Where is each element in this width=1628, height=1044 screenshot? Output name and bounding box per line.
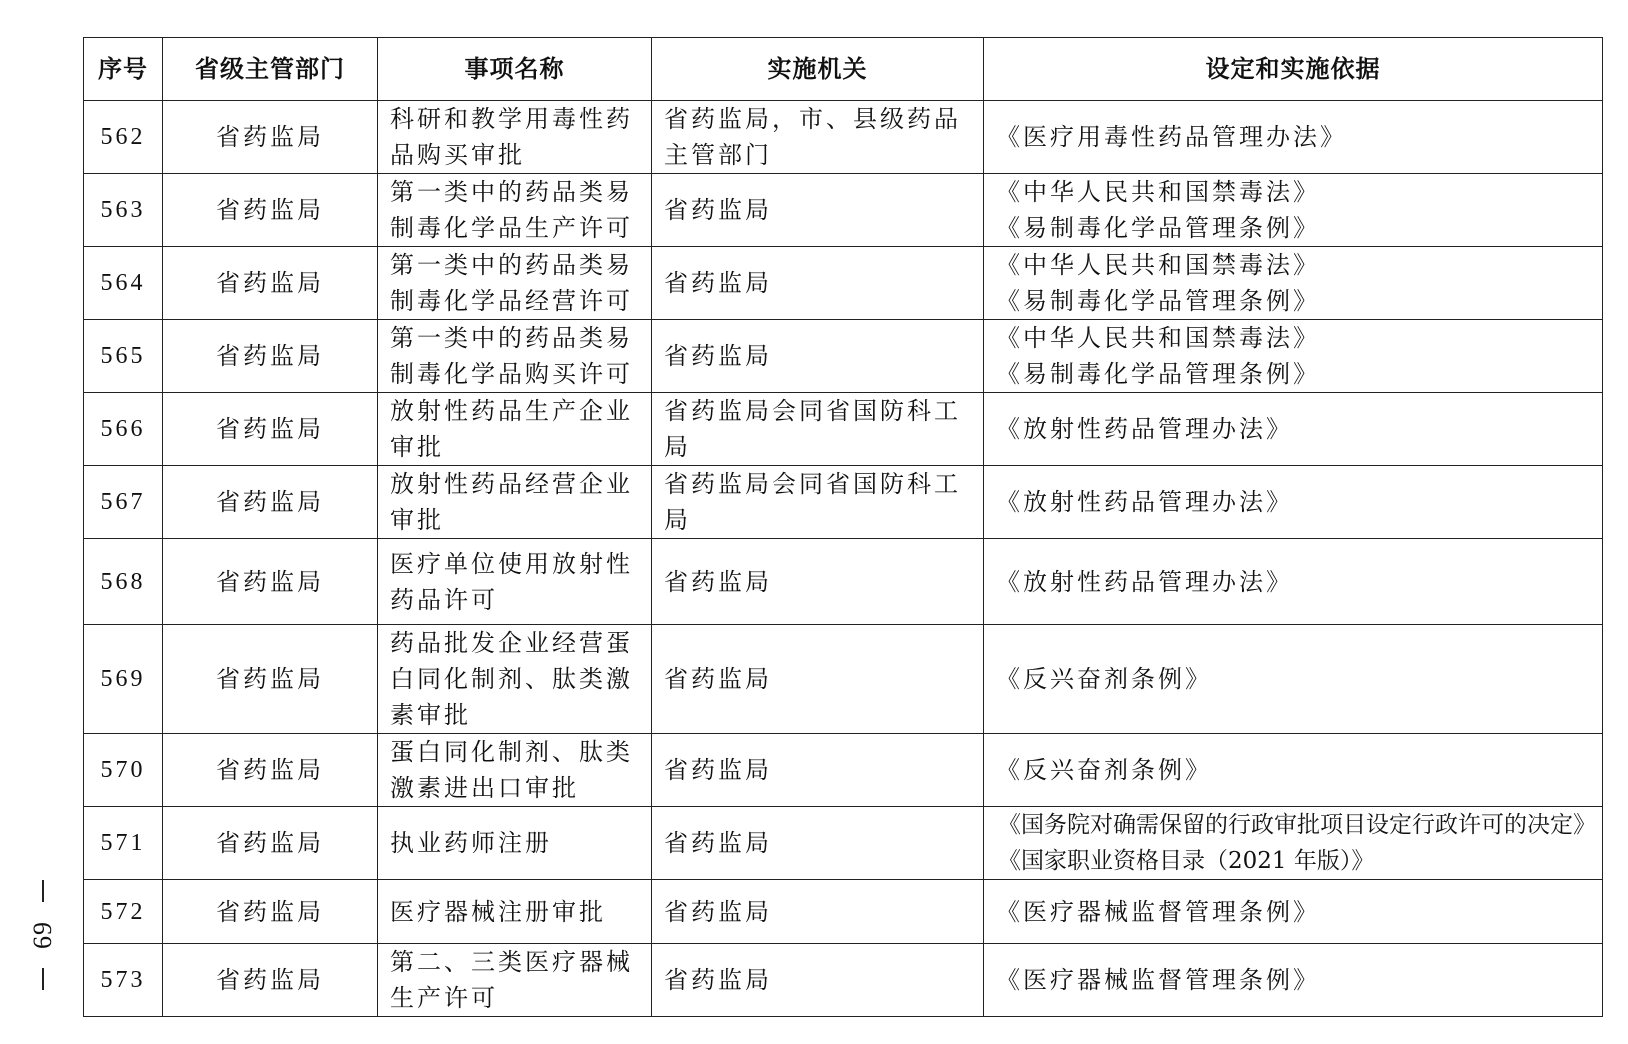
table-row (84, 944, 1603, 1017)
basis-line: 《放射性药品管理办法》 (996, 567, 1293, 596)
basis-line: 《易制毒化学品管理条例》 (996, 214, 1320, 242)
serial-no-cell: 568 (84, 539, 163, 625)
basis-line: 《国家职业资格目录（2021 年版）》 (998, 848, 1375, 874)
basis-line: 《中华人民共和国禁毒法》 (996, 324, 1320, 352)
table-row (84, 539, 1603, 625)
agency-cell: 省药监局 (652, 174, 984, 247)
serial-no-cell: 572 (84, 880, 163, 944)
department-cell: 省药监局 (163, 393, 378, 466)
table-row (84, 625, 1603, 734)
page-number-dash-bottom (42, 968, 44, 990)
table-row (84, 247, 1603, 320)
department-cell: 省药监局 (163, 625, 378, 734)
item-name-cell: 执业药师注册 (378, 807, 652, 880)
serial-no-cell: 562 (84, 101, 163, 174)
basis-line: 《医疗器械监督管理条例》 (996, 966, 1320, 994)
basis-line: 《中华人民共和国禁毒法》 (996, 251, 1320, 279)
agency-cell: 省药监局 (652, 944, 984, 1017)
serial-no-cell: 573 (84, 944, 163, 1017)
table-row (84, 734, 1603, 807)
basis-cell (984, 247, 1603, 320)
basis-line: 《反兴奋剂条例》 (996, 665, 1212, 693)
department-cell: 省药监局 (163, 539, 378, 625)
header-legal-basis: 设定和实施依据 (984, 38, 1603, 101)
basis-cell (984, 101, 1603, 174)
department-cell: 省药监局 (163, 174, 378, 247)
item-name-cell: 放射性药品经营企业审批 (378, 466, 652, 539)
department-cell: 省药监局 (163, 880, 378, 944)
basis-cell (984, 807, 1603, 880)
table-row (84, 174, 1603, 247)
table-row (84, 807, 1603, 880)
agency-cell: 省药监局 (652, 734, 984, 807)
basis-line: 《放射性药品管理办法》 (996, 415, 1293, 443)
agency-cell: 省药监局 (652, 807, 984, 880)
header-department: 省级主管部门 (163, 38, 378, 101)
department-cell: 省药监局 (163, 320, 378, 393)
agency-cell: 省药监局 (652, 539, 984, 625)
basis-line: 《放射性药品管理办法》 (996, 488, 1293, 516)
agency-cell: 省药监局 (652, 247, 984, 320)
department-cell: 省药监局 (163, 807, 378, 880)
table-row (84, 320, 1603, 393)
item-name-cell: 科研和教学用毒性药品购买审批 (378, 101, 652, 174)
basis-cell (984, 539, 1603, 625)
serial-no-cell: 565 (84, 320, 163, 393)
basis-line: 《中华人民共和国禁毒法》 (996, 178, 1320, 206)
page-number (28, 880, 58, 990)
department-cell: 省药监局 (163, 944, 378, 1017)
item-name-cell: 第二、三类医疗器械生产许可 (378, 944, 652, 1017)
department-cell: 省药监局 (163, 466, 378, 539)
basis-cell (984, 320, 1603, 393)
item-name-cell: 放射性药品生产企业审批 (378, 393, 652, 466)
serial-no-cell: 566 (84, 393, 163, 466)
item-name-cell: 医疗单位使用放射性药品许可 (378, 539, 652, 625)
basis-line: 《医疗用毒性药品管理办法》 (996, 123, 1347, 151)
basis-cell (984, 880, 1603, 944)
basis-line: 《国务院对确需保留的行政审批项目设定行政许可的决定》 (998, 812, 1596, 838)
table-header-row (84, 38, 1603, 101)
item-name-cell: 第一类中的药品类易制毒化学品购买许可 (378, 320, 652, 393)
basis-cell (984, 944, 1603, 1017)
agency-cell: 省药监局 (652, 625, 984, 734)
agency-cell: 省药监局会同省国防科工局 (652, 466, 984, 539)
approval-items-table (83, 37, 1603, 1017)
basis-line: 《易制毒化学品管理条例》 (996, 360, 1320, 388)
table-row (84, 466, 1603, 539)
department-cell: 省药监局 (163, 247, 378, 320)
agency-cell: 省药监局会同省国防科工局 (652, 393, 984, 466)
table-row (84, 393, 1603, 466)
page-number-dash-top (42, 880, 44, 902)
basis-cell (984, 174, 1603, 247)
serial-no-cell: 563 (84, 174, 163, 247)
basis-cell (984, 625, 1603, 734)
department-cell: 省药监局 (163, 734, 378, 807)
header-implementing-agency: 实施机关 (652, 38, 984, 101)
department-cell: 省药监局 (163, 101, 378, 174)
agency-cell: 省药监局，市、县级药品主管部门 (652, 101, 984, 174)
item-name-cell: 蛋白同化制剂、肽类激素进出口审批 (378, 734, 652, 807)
basis-cell (984, 393, 1603, 466)
agency-cell: 省药监局 (652, 880, 984, 944)
item-name-cell: 第一类中的药品类易制毒化学品生产许可 (378, 174, 652, 247)
agency-cell: 省药监局 (652, 320, 984, 393)
page-number-text: 69 (28, 921, 57, 949)
item-name-cell: 第一类中的药品类易制毒化学品经营许可 (378, 247, 652, 320)
serial-no-cell: 570 (84, 734, 163, 807)
serial-no-cell: 567 (84, 466, 163, 539)
table-row (84, 880, 1603, 944)
basis-line: 《医疗器械监督管理条例》 (996, 897, 1320, 926)
header-item-name: 事项名称 (378, 38, 652, 101)
header-serial-no: 序号 (84, 38, 163, 101)
basis-cell (984, 734, 1603, 807)
basis-cell (984, 466, 1603, 539)
item-name-cell: 药品批发企业经营蛋白同化制剂、肽类激素审批 (378, 625, 652, 734)
basis-line: 《易制毒化学品管理条例》 (996, 287, 1320, 315)
item-name-cell: 医疗器械注册审批 (378, 880, 652, 944)
serial-no-cell: 571 (84, 807, 163, 880)
serial-no-cell: 569 (84, 625, 163, 734)
table-row (84, 101, 1603, 174)
serial-no-cell: 564 (84, 247, 163, 320)
basis-line: 《反兴奋剂条例》 (996, 756, 1212, 784)
